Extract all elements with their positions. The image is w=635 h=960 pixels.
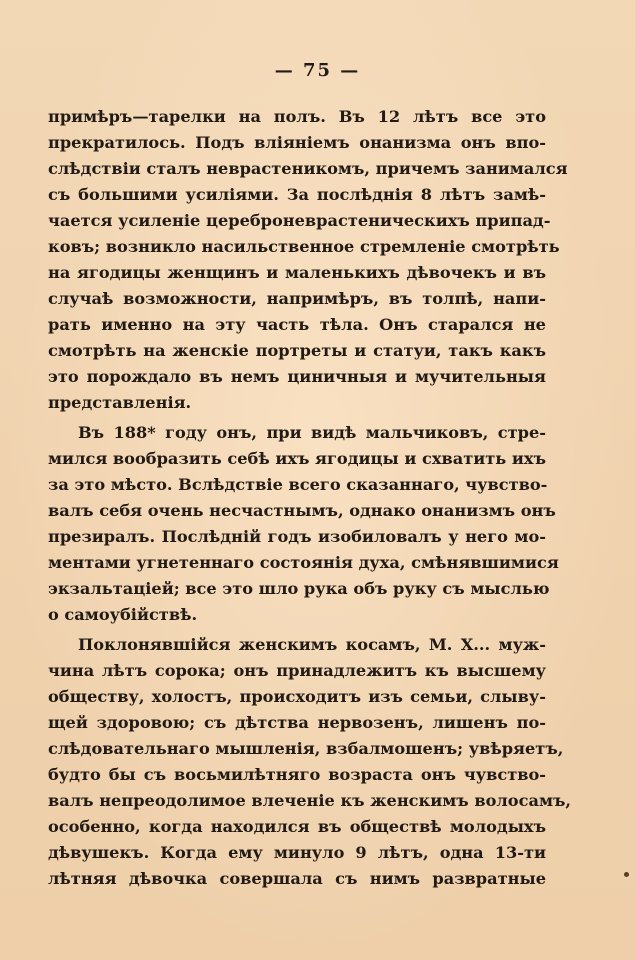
text-line: будто бы съ восьмилѣтняго возраста онъ чувство- [48, 765, 546, 784]
text-line: о самоубійствѣ. [48, 605, 198, 624]
text-line: чина лѣтъ сорока; онъ принадлежитъ къ высшему [48, 661, 546, 680]
text-line: за это мѣсто. Вслѣдствіе всего сказаннаго, чувство- [48, 475, 548, 494]
text-line: съ большими усиліями. За послѣднія 8 лѣтъ замѣ- [48, 185, 546, 204]
text-line: Поклонявшійся женскимъ косамъ, М. Х... муж- [78, 635, 546, 654]
text-line: лѣтняя дѣвочка совершала съ нимъ развратные [48, 869, 546, 888]
text-line: валъ себя очень несчастнымъ, однако онанизмъ онъ [48, 501, 556, 520]
text-line: слѣдовательнаго мышленія, взбалмошенъ; увѣряетъ, [48, 739, 564, 758]
text-line: смотрѣть на женскіе портреты и статуи, такъ какъ [48, 341, 546, 360]
text-line: на ягодицы женщинъ и маленькихъ дѣвочекъ и въ [48, 263, 546, 282]
text-line: презиралъ. Послѣдній годъ изобиловалъ у него мо- [48, 527, 546, 546]
text-line: валъ непреодолимое влеченіе къ женскимъ волосамъ, [48, 791, 572, 810]
text-line: особенно, когда находился въ обществѣ молодыхъ [48, 817, 546, 836]
text-line: это порождало въ немъ циничныя и мучительныя [48, 367, 546, 386]
text-line: обществу, холостъ, происходитъ изъ семьи, слыву- [48, 687, 546, 706]
text-line: представленія. [48, 393, 192, 412]
text-line: ментами угнетеннаго состоянія духа, смѣнявшимися [48, 553, 559, 572]
text-line: слѣдствіи сталъ неврастеникомъ, причемъ занимался [48, 159, 568, 178]
text-line: Въ 188* году онъ, при видѣ мальчиковъ, стре- [78, 423, 546, 442]
body-text [48, 104, 572, 892]
text-line: ковъ; возникло насильственное стремленіе смотрѣть [48, 237, 560, 256]
text-line: чается усиленіе цереброневрастеническихъ припад- [48, 211, 551, 230]
text-line: случаѣ возможности, напримѣръ, въ толпѣ, напи- [48, 289, 546, 308]
text-line: мился вообразить себѣ ихъ ягодицы и схватить ихъ [48, 449, 546, 468]
text-line: дѣвушекъ. Когда ему минуло 9 лѣтъ, одна 13-ти [48, 843, 546, 862]
text-line: примѣръ—тарелки на полъ. Въ 12 лѣтъ все это [48, 107, 546, 126]
text-line: щей здоровою; съ дѣтства нервозенъ, лишенъ по- [48, 713, 546, 732]
page-number: — 75 — [274, 60, 361, 81]
text-line: рать именно на эту часть тѣла. Онъ старался не [48, 315, 546, 334]
text-line: экзальтаціей; все это шло рука объ руку съ мыслью [48, 579, 550, 598]
text-line: прекратилось. Подъ вліяніемъ онанизма онъ впо- [48, 133, 546, 152]
ink-speck [624, 872, 629, 877]
